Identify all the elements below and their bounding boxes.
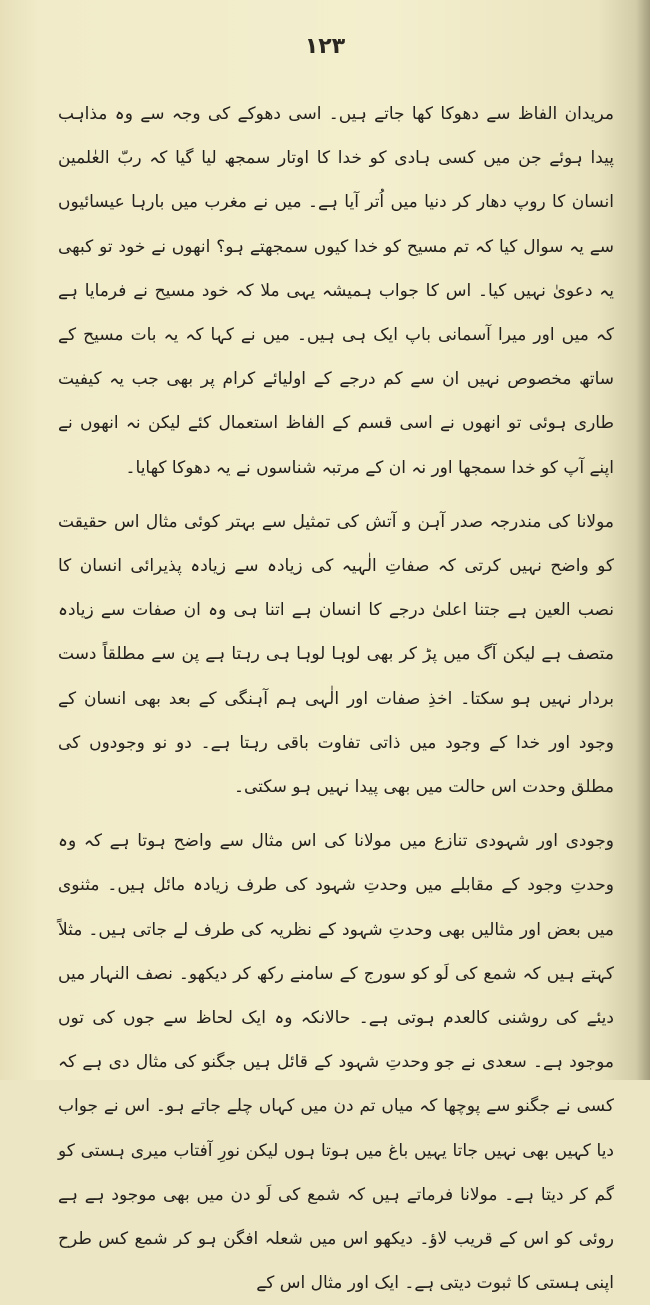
page-number: ۱۲۳ [304, 34, 346, 59]
paragraph-2: مولانا کی مندرجہ صدر آہن و آتش کی تمثیل سے بہتر کوئی مثال اس حقیقت کو واضح نہیں کرتی کہ صفاتِ الٰہیہ کی زیادہ سے زیادہ پذیرائی انسان کا نصب العین ہے جتنا اعلیٰ درجے کا انسان ہے اتنا ہی وہ ان صفات سے زیادہ متصف ہے لیکن آگ میں پڑ کر بھی لوہا لوہا ہی رہتا ہے پن سے مطلقاً دست بردار نہیں ہو سکتا۔ اخذِ صفات اور الٰہی ہم آہنگی کے بعد بھی انسان کے وجود اور خدا کے وجود میں ذاتی تفاوت باقی رہتا ہے۔ دو نو وجودوں کی مطلق وحدت اس حالت میں بھی پیدا نہیں ہو سکتی۔ [58, 511, 614, 798]
paragraph-3: وجودی اور شہودی تنازع میں مولانا کی اس مثال سے واضح ہوتا ہے کہ وہ وحدتِ وجود کے مقابلے میں وحدتِ شہود کی طرف زیادہ مائل ہیں۔ مثنوی میں بعض اور مثالیں بھی وحدتِ شہود کے نظریہ کی طرف لے جاتی ہیں۔ مثلاً کہتے ہیں کہ شمع کی لَو کو سورج کے سامنے رکھ کر دیکھو۔ نصف النہار میں دیئے کی روشنی کالعدم ہوتی ہے۔ حالانکہ وہ ایک لحاظ سے جوں کی توں موجود ہے۔ سعدی نے جو وحدتِ شہود کے قائل ہیں جگنو کی مثال دی ہے کہ کسی نے جگنو سے پوچھا کہ میاں تم دن میں کہاں چلے جاتے ہو۔ اس نے جواب دیا کہیں بھی نہیں جاتا یہیں باغ میں ہوتا ہوں لیکن نورِ آفتاب میری ہستی کو گم کر دیتا ہے۔ مولانا فرماتے ہیں کہ شمع کی لَو دن میں بھی موجود ہے ہے روئی کو اس کے قریب لاؤ۔ دیکھو اس میں شعلہ افگن ہو کر شمع کس طرح اپنی ہستی کا ثبوت دیتی ہے۔ ایک اور مثال اس کے [58, 831, 614, 1294]
page-spine-shadow [636, 0, 650, 1080]
body-text [58, 92, 614, 1305]
paragraph-1: مریدان الفاظ سے دھوکا کھا جاتے ہیں۔ اسی دھوکے کی وجہ سے وہ مذاہب پیدا ہوئے جن میں کسی ہادی کو خدا کا اوتار سمجھ لیا گیا کہ ربّ العٰلمین انسان کا روپ دھار کر دنیا میں اُتر آیا ہے۔ میں نے مغرب میں بارہا عیسائیوں سے یہ سوال کیا کہ تم مسیح کو خدا کیوں سمجھتے ہو؟ انھوں نے خود تو کبھی یہ دعویٰ نہیں کیا۔ اس کا جواب ہمیشہ یہی ملا کہ خود مسیح نے فرمایا ہے کہ میں اور میرا آسمانی باپ ایک ہی ہیں۔ میں نے کہا کہ یہ بات مسیح کے ساتھ مخصوص نہیں ان سے کم درجے کے اولیائے کرام پر بھی جب یہ کیفیت طاری ہوئی تو انھوں نے اسی قسم کے الفاظ استعمال کئے لیکن نہ انھوں نے اپنے آپ کو خدا سمجھا اور نہ ان کے مرتبہ شناسوں نے یہ دھوکا کھایا۔ [58, 104, 614, 478]
